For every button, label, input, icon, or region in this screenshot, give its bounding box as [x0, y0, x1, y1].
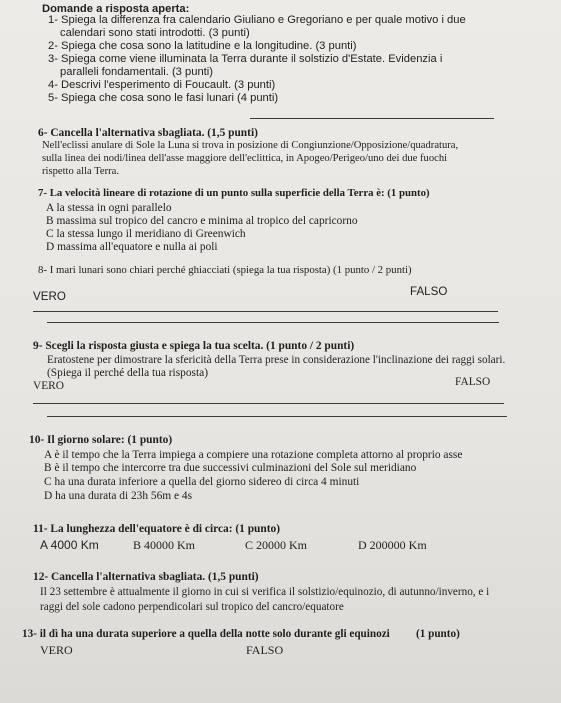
question-6-title: 6- Cancella l'alternativa sbagliata. (1,5 punti): [38, 127, 258, 139]
question-10-option-c: C ha una durata inferiore a quella del giorno sidereo di circa 4 minuti: [44, 476, 360, 488]
question-7-option-b: B massima sul tropico del cancro e minima al tropico del capricorno: [46, 215, 358, 227]
question-1-line-1: 1- Spiega la differenza fra calendario Giuliano e Gregoriano e per quale motivo i due: [48, 14, 466, 26]
question-12-title: 12- Cancella l'alternativa sbagliata. (1,5 punti): [33, 571, 259, 583]
question-13-falso: FALSO: [246, 643, 284, 657]
question-10-option-d: D ha una durata di 23h 56m e 4s: [44, 490, 193, 502]
question-10-option-b: B è il tempo che intercorre tra due successivi culminazioni del Sole sul meridiano: [44, 462, 417, 474]
question-13-vero: VERO: [40, 643, 73, 657]
question-13-points: (1 punto): [416, 628, 460, 640]
section-header: Domande a risposta aperta:: [42, 3, 190, 15]
question-12-line-1: Il 23 settembre è attualmente il giorno in cui si verifica il solstizio/equinozio, di autunno/inverno, e i: [40, 586, 490, 598]
question-6-line-3: rispetto alla Terra.: [42, 166, 120, 177]
question-3-line-1: 3- Spiega come viene illuminata la Terra durante il solstizio d'Estate. Evidenzia i: [48, 53, 443, 65]
question-8-title-text: 8- I mari lunari sono chiari perché ghiacciati (spiega la tua risposta) (1 punto / 2 punti): [38, 264, 412, 276]
question-11-option-d: D 200000 Km: [358, 538, 427, 552]
question-2: 2- Spiega che cosa sono la latitudine e la longitudine. (3 punti): [48, 40, 357, 52]
question-7-option-a: A la stessa in ogni parallelo: [46, 202, 172, 214]
question-9-vero: VERO: [33, 380, 65, 392]
question-9-falso: FALSO: [455, 376, 491, 388]
question-9-title: 9- Scegli la risposta giusta e spiega la tua scelta. (1 punto / 2 punti): [33, 340, 355, 352]
question-6-line-1: Nell'eclissi anulare di Sole la Luna si trova in posizione di Congiunzione/Opposizione/quadratura,: [42, 140, 459, 151]
question-11-option-c: C 20000 Km: [245, 538, 308, 552]
question-8-vero: VERO: [33, 290, 66, 303]
question-10-title: 10- Il giorno solare: (1 punto): [29, 434, 173, 446]
question-8-answer-line-2: [47, 322, 499, 323]
question-6-line-2: sulla linea dei nodi/linea dell'asse maggiore dell'eclittica, in Apogeo/Perigeo/uno dei due fuochi: [42, 153, 448, 164]
question-9-answer-line-1: [33, 403, 504, 404]
divider-line: [250, 118, 494, 119]
question-11-option-a: A 4000 Km: [40, 538, 99, 552]
question-1-line-2: calendari sono stati introdotti. (3 punti): [60, 27, 250, 39]
question-8-falso: FALSO: [410, 285, 448, 298]
question-7-title: 7- La velocità lineare di rotazione di un punto sulla superficie della Terra è: (1 punto): [38, 187, 430, 199]
question-8-title: [38, 264, 412, 276]
question-7-option-d: D massima all'equatore e nulla ai poli: [46, 241, 218, 253]
question-13-title: 13- il dì ha una durata superiore a quella della notte solo durante gli equinozi: [22, 628, 390, 640]
question-9-line-2: (Spiega il perché della tua risposta): [47, 367, 208, 379]
question-11-option-b: B 40000 Km: [133, 538, 196, 552]
question-9-answer-line-2: [47, 416, 507, 417]
question-4: 4- Descrivi l'esperimento di Foucault. (3 punti): [48, 79, 276, 91]
question-12-line-2: raggi del sole cadono perpendicolari sul tropico del cancro/equatore: [40, 601, 344, 613]
question-10-option-a: A è il tempo che la Terra impiega a compiere una rotazione completa attorno al proprio asse: [44, 449, 463, 461]
question-7-option-c: C la stessa lungo il meridiano di Greenwich: [46, 228, 246, 240]
question-3-line-2: paralleli fondamentali. (3 punti): [60, 66, 213, 78]
question-9-line-1: Eratostene per dimostrare la sfericità della Terra prese in considerazione l'inclinazione dei raggi solari.: [47, 354, 506, 366]
question-11-title: 11- La lunghezza dell'equatore è di circa: (1 punto): [33, 523, 281, 535]
question-8-answer-line-1: [33, 311, 498, 312]
question-5: 5- Spiega che cosa sono le fasi lunari (4 punti): [48, 92, 279, 104]
